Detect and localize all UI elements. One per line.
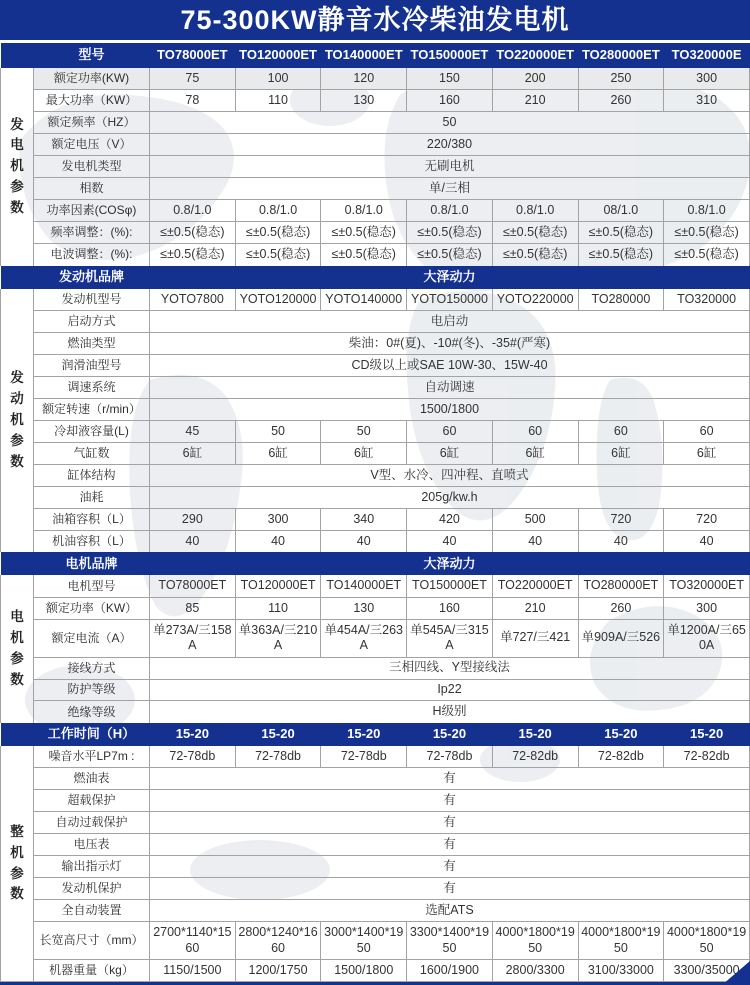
span-value-cell: H级别 <box>150 701 750 723</box>
value-cell: 单1200A/三650A <box>664 619 750 657</box>
model-column-label: 型号 <box>34 43 150 68</box>
spec-row <box>1 178 750 200</box>
value-cell: 1600/1900 <box>407 959 493 981</box>
value-cell: TO280000ET <box>578 575 664 597</box>
value-cell: 1500/1800 <box>321 959 407 981</box>
row-label: 冷却液容量(L) <box>34 421 150 443</box>
value-cell: 72-82db <box>578 746 664 768</box>
spec-row <box>1 90 750 112</box>
value-cell: 72-78db <box>407 746 493 768</box>
span-value-cell: 选配ATS <box>150 900 750 922</box>
value-cell: 420 <box>407 508 493 530</box>
row-label: 频率调整：(%): <box>34 222 150 244</box>
section-side-label: 发 动 机 参 数 <box>1 289 34 553</box>
value-cell: 40 <box>492 530 578 552</box>
value-cell: ≤±0.5(稳态) <box>321 244 407 266</box>
divider-label: 工作时间（H） <box>34 723 150 746</box>
spec-row <box>1 311 750 333</box>
value-cell: 6缸 <box>664 443 750 465</box>
divider-value-cell: 15-20 <box>235 723 321 746</box>
value-cell: TO140000ET <box>321 575 407 597</box>
spec-row <box>1 200 750 222</box>
value-cell: 6缸 <box>407 443 493 465</box>
value-cell: ≤±0.5(稳态) <box>664 222 750 244</box>
value-cell: 210 <box>492 90 578 112</box>
value-cell: 单727/三421 <box>492 619 578 657</box>
model-header-cell: TO120000ET <box>235 43 321 68</box>
row-label: 输出指示灯 <box>34 856 150 878</box>
value-cell: 2800*1240*1660 <box>235 922 321 960</box>
value-cell: TO220000ET <box>492 575 578 597</box>
value-cell: 150 <box>407 68 493 90</box>
span-value-cell: 205g/kw.h <box>150 487 750 509</box>
value-cell: 6缸 <box>578 443 664 465</box>
model-header-cell: TO78000ET <box>150 43 236 68</box>
spec-row <box>1 289 750 311</box>
value-cell: 160 <box>407 90 493 112</box>
value-cell: 2800/3300 <box>492 959 578 981</box>
row-label: 启动方式 <box>34 311 150 333</box>
value-cell: 6缸 <box>492 443 578 465</box>
spec-row <box>1 421 750 443</box>
value-cell: YOTO220000 <box>492 289 578 311</box>
value-cell: 60 <box>578 421 664 443</box>
value-cell: 40 <box>578 530 664 552</box>
row-label: 电波调整：(%): <box>34 244 150 266</box>
value-cell: 0.8/1.0 <box>235 200 321 222</box>
value-cell: TO320000ET <box>664 575 750 597</box>
model-header-row <box>1 43 750 68</box>
spec-row <box>1 834 750 856</box>
row-label: 发动机保护 <box>34 878 150 900</box>
span-value-cell: 有 <box>150 790 750 812</box>
divider-value-cell: 15-20 <box>492 723 578 746</box>
value-cell: 40 <box>235 530 321 552</box>
value-cell: TO120000ET <box>235 575 321 597</box>
value-cell: 40 <box>150 530 236 552</box>
row-label: 自动过载保护 <box>34 812 150 834</box>
span-value-cell: V型、水冷、四冲程、直喷式 <box>150 465 750 487</box>
value-cell: 1150/1500 <box>150 959 236 981</box>
value-cell: TO150000ET <box>407 575 493 597</box>
value-cell: 72-82db <box>492 746 578 768</box>
row-label: 功率因素(COSφ) <box>34 200 150 222</box>
row-label: 绝缘等级 <box>34 701 150 723</box>
value-cell: 0.8/1.0 <box>150 200 236 222</box>
spec-row <box>1 812 750 834</box>
row-label: 全自动装置 <box>34 900 150 922</box>
row-label: 润滑油型号 <box>34 355 150 377</box>
value-cell: ≤±0.5(稳态) <box>664 244 750 266</box>
value-cell: ≤±0.5(稳态) <box>407 244 493 266</box>
value-cell: 4000*1800*1950 <box>492 922 578 960</box>
value-cell: YOTO150000 <box>407 289 493 311</box>
spec-row <box>1 508 750 530</box>
header-side-cell <box>1 43 34 68</box>
value-cell: ≤±0.5(稳态) <box>150 222 236 244</box>
value-cell: 200 <box>492 68 578 90</box>
span-value-cell: Ip22 <box>150 679 750 701</box>
divider-side-cell <box>1 552 34 575</box>
value-cell: 72-82db <box>664 746 750 768</box>
row-label: 额定转速（r/min） <box>34 399 150 421</box>
value-cell: ≤±0.5(稳态) <box>578 222 664 244</box>
row-label: 电压表 <box>34 834 150 856</box>
value-cell: 0.8/1.0 <box>664 200 750 222</box>
row-label: 额定电流（A） <box>34 619 150 657</box>
row-label: 缸体结构 <box>34 465 150 487</box>
section-side-label: 发 电 机 参 数 <box>1 68 34 266</box>
value-cell: 40 <box>407 530 493 552</box>
divider-side-cell <box>1 266 34 289</box>
value-cell: 0.8/1.0 <box>321 200 407 222</box>
span-value-cell: 无刷电机 <box>150 156 750 178</box>
value-cell: 50 <box>321 421 407 443</box>
value-cell: 250 <box>578 68 664 90</box>
value-cell: ≤±0.5(稳态) <box>578 244 664 266</box>
row-label: 相数 <box>34 178 150 200</box>
spec-row <box>1 244 750 266</box>
value-cell: 110 <box>235 597 321 619</box>
divider-label: 电机品牌 <box>34 552 150 575</box>
spec-row <box>1 156 750 178</box>
spec-row <box>1 959 750 981</box>
value-cell: 100 <box>235 68 321 90</box>
row-label: 额定电压（V） <box>34 134 150 156</box>
divider-value-cell: 15-20 <box>407 723 493 746</box>
row-label: 超载保护 <box>34 790 150 812</box>
value-cell: 单454A/三263A <box>321 619 407 657</box>
spec-row <box>1 112 750 134</box>
value-cell: 3300/35000 <box>664 959 750 981</box>
value-cell: 08/1.0 <box>578 200 664 222</box>
spec-row <box>1 487 750 509</box>
value-cell: 45 <box>150 421 236 443</box>
spec-row <box>1 222 750 244</box>
row-label: 长宽高尺寸（mm） <box>34 922 150 960</box>
divider-value: 大泽动力 <box>150 266 750 289</box>
value-cell: 75 <box>150 68 236 90</box>
value-cell: 2700*1140*1560 <box>150 922 236 960</box>
value-cell: 72-78db <box>150 746 236 768</box>
spec-row <box>1 900 750 922</box>
model-header-cell: TO220000ET <box>492 43 578 68</box>
value-cell: 85 <box>150 597 236 619</box>
value-cell: ≤±0.5(稳态) <box>407 222 493 244</box>
section-side-label: 电 机 参 数 <box>1 575 34 722</box>
value-cell: 260 <box>578 90 664 112</box>
value-cell: TO78000ET <box>150 575 236 597</box>
row-label: 噪音水平LP7m : <box>34 746 150 768</box>
spec-row <box>1 377 750 399</box>
row-label: 油箱容积（L） <box>34 508 150 530</box>
value-cell: 720 <box>664 508 750 530</box>
span-value-cell: 电启动 <box>150 311 750 333</box>
value-cell: 60 <box>664 421 750 443</box>
span-value-cell: 220/380 <box>150 134 750 156</box>
row-label: 油耗 <box>34 487 150 509</box>
value-cell: 210 <box>492 597 578 619</box>
row-label: 机器重量（kg） <box>34 959 150 981</box>
value-cell: 单273A/三158A <box>150 619 236 657</box>
spec-row <box>1 575 750 597</box>
spec-row <box>1 597 750 619</box>
row-label: 发电机类型 <box>34 156 150 178</box>
row-label: 额定频率（HZ） <box>34 112 150 134</box>
span-value-cell: 有 <box>150 856 750 878</box>
span-value-cell: 有 <box>150 878 750 900</box>
value-cell: ≤±0.5(稳态) <box>321 222 407 244</box>
value-cell: 6缸 <box>150 443 236 465</box>
value-cell: 单909A/三526 <box>578 619 664 657</box>
value-cell: 720 <box>578 508 664 530</box>
section-divider-row <box>1 266 750 289</box>
value-cell: 72-78db <box>321 746 407 768</box>
divider-value-cell: 15-20 <box>150 723 236 746</box>
spec-row <box>1 746 750 768</box>
value-cell: 6缸 <box>235 443 321 465</box>
value-cell: 3100/33000 <box>578 959 664 981</box>
value-cell: 3000*1400*1950 <box>321 922 407 960</box>
model-header-row <box>1 43 750 68</box>
row-label: 电机型号 <box>34 575 150 597</box>
section-divider-row <box>1 723 750 746</box>
value-cell: 300 <box>664 68 750 90</box>
span-value-cell: 单/三相 <box>150 178 750 200</box>
spec-row <box>1 530 750 552</box>
spec-row <box>1 878 750 900</box>
value-cell: 单545A/三315A <box>407 619 493 657</box>
value-cell: 300 <box>235 508 321 530</box>
spec-row <box>1 768 750 790</box>
value-cell: 130 <box>321 597 407 619</box>
value-cell: 340 <box>321 508 407 530</box>
row-label: 防护等级 <box>34 679 150 701</box>
divider-side-cell <box>1 723 34 746</box>
span-value-cell: CD级以上或SAE 10W-30、15W-40 <box>150 355 750 377</box>
divider-value-cell: 15-20 <box>578 723 664 746</box>
value-cell: ≤±0.5(稳态) <box>492 222 578 244</box>
spec-row <box>1 355 750 377</box>
value-cell: 260 <box>578 597 664 619</box>
value-cell: 78 <box>150 90 236 112</box>
span-value-cell: 1500/1800 <box>150 399 750 421</box>
row-label: 接线方式 <box>34 657 150 679</box>
model-header-cell: TO140000ET <box>321 43 407 68</box>
value-cell: 290 <box>150 508 236 530</box>
value-cell: 500 <box>492 508 578 530</box>
spec-row <box>1 443 750 465</box>
value-cell: 50 <box>235 421 321 443</box>
value-cell: 0.8/1.0 <box>407 200 493 222</box>
value-cell: ≤±0.5(稳态) <box>150 244 236 266</box>
spec-row <box>1 701 750 723</box>
model-header-cell: TO320000E <box>664 43 750 68</box>
value-cell: TO280000 <box>578 289 664 311</box>
value-cell: 300 <box>664 597 750 619</box>
span-value-cell: 有 <box>150 768 750 790</box>
page-title: 75-300KW静音水冷柴油发电机 <box>0 0 750 40</box>
spec-row <box>1 68 750 90</box>
model-header-cell: TO280000ET <box>578 43 664 68</box>
spec-row <box>1 657 750 679</box>
spec-row <box>1 790 750 812</box>
spec-row <box>1 922 750 960</box>
value-cell: 40 <box>321 530 407 552</box>
span-value-cell: 三相四线、Y型接线法 <box>150 657 750 679</box>
value-cell: YOTO7800 <box>150 289 236 311</box>
value-cell: TO320000 <box>664 289 750 311</box>
value-cell: 4000*1800*1950 <box>664 922 750 960</box>
section-divider-row <box>1 552 750 575</box>
value-cell: YOTO120000 <box>235 289 321 311</box>
span-value-cell: 有 <box>150 834 750 856</box>
spec-row <box>1 619 750 657</box>
value-cell: YOTO140000 <box>321 289 407 311</box>
value-cell: 120 <box>321 68 407 90</box>
value-cell: 160 <box>407 597 493 619</box>
value-cell: 110 <box>235 90 321 112</box>
value-cell: 60 <box>407 421 493 443</box>
value-cell: 6缸 <box>321 443 407 465</box>
row-label: 最大功率（KW） <box>34 90 150 112</box>
divider-label: 发动机品牌 <box>34 266 150 289</box>
value-cell: ≤±0.5(稳态) <box>235 222 321 244</box>
row-label: 燃油类型 <box>34 333 150 355</box>
spec-row <box>1 134 750 156</box>
span-value-cell: 有 <box>150 812 750 834</box>
corner-triangle-decoration <box>722 961 750 985</box>
value-cell: ≤±0.5(稳态) <box>235 244 321 266</box>
row-label: 额定功率(KW) <box>34 68 150 90</box>
spec-row <box>1 679 750 701</box>
value-cell: 单363A/三210A <box>235 619 321 657</box>
span-value-cell: 自动调速 <box>150 377 750 399</box>
value-cell: 72-78db <box>235 746 321 768</box>
divider-value: 大泽动力 <box>150 552 750 575</box>
row-label: 气缸数 <box>34 443 150 465</box>
span-value-cell: 柴油：0#(夏)、-10#(冬)、-35#(严寒) <box>150 333 750 355</box>
spec-row <box>1 465 750 487</box>
value-cell: 310 <box>664 90 750 112</box>
value-cell: 4000*1800*1950 <box>578 922 664 960</box>
row-label: 燃油表 <box>34 768 150 790</box>
spec-row <box>1 856 750 878</box>
row-label: 发动机型号 <box>34 289 150 311</box>
value-cell: 130 <box>321 90 407 112</box>
value-cell: 60 <box>492 421 578 443</box>
row-label: 额定功率（KW） <box>34 597 150 619</box>
value-cell: 1200/1750 <box>235 959 321 981</box>
spec-table <box>0 43 750 982</box>
row-label: 调速系统 <box>34 377 150 399</box>
spec-table-body <box>1 68 750 982</box>
spec-row <box>1 399 750 421</box>
divider-value-cell: 15-20 <box>321 723 407 746</box>
value-cell: 3300*1400*1950 <box>407 922 493 960</box>
span-value-cell: 50 <box>150 112 750 134</box>
model-header-cell: TO150000ET <box>407 43 493 68</box>
value-cell: 0.8/1.0 <box>492 200 578 222</box>
section-side-label: 整 机 参 数 <box>1 746 34 982</box>
row-label: 机油容积（L） <box>34 530 150 552</box>
divider-value-cell: 15-20 <box>664 723 750 746</box>
value-cell: 40 <box>664 530 750 552</box>
value-cell: ≤±0.5(稳态) <box>492 244 578 266</box>
spec-row <box>1 333 750 355</box>
